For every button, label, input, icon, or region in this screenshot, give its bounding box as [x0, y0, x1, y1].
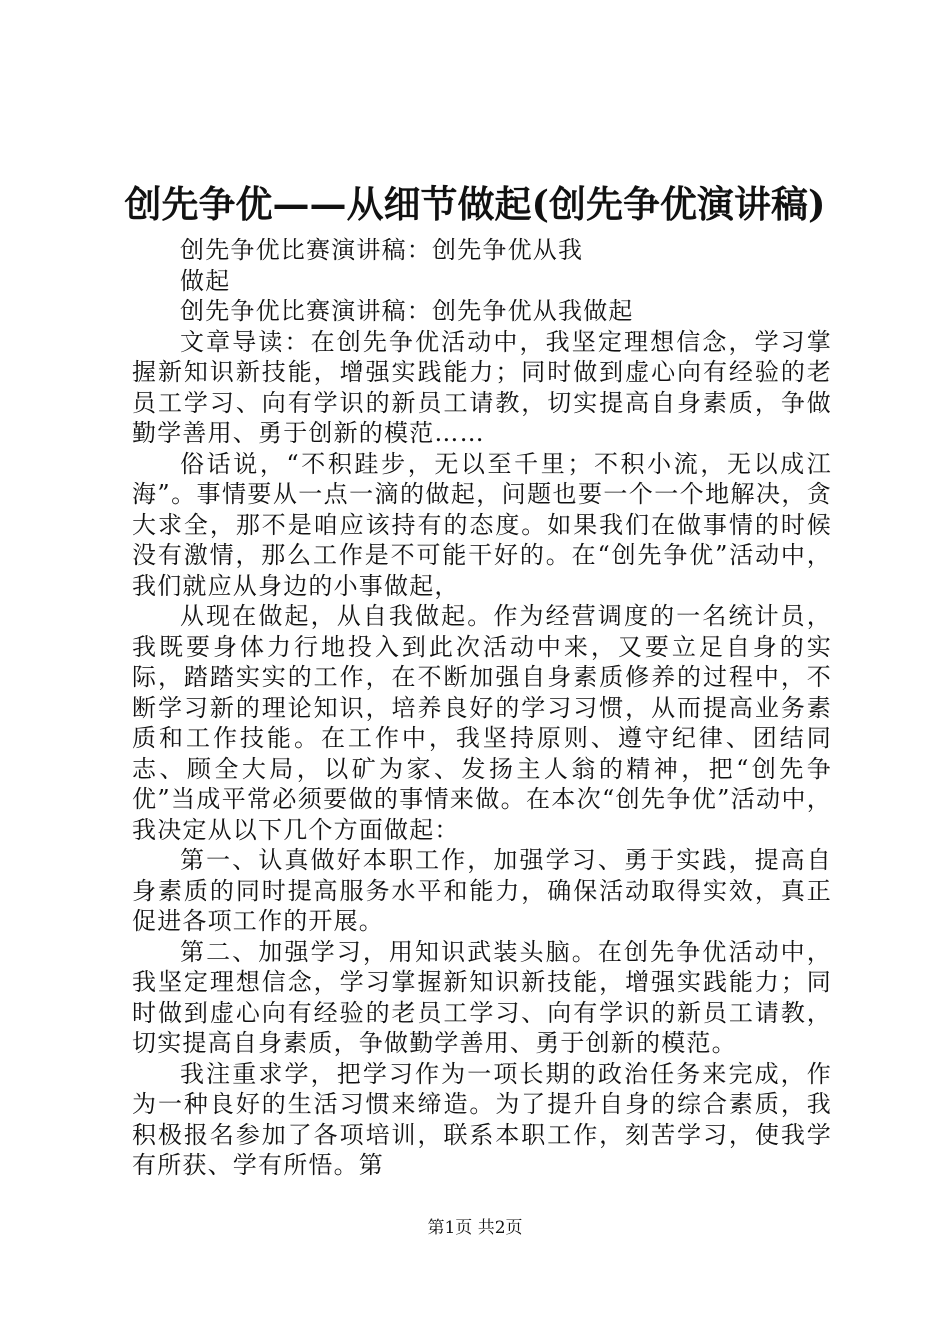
document-title: 创先争优——从细节做起(创先争优演讲稿) [124, 182, 826, 226]
document-body [132, 235, 832, 1181]
subtitle-second: 创先争优比赛演讲稿：创先争优从我做起 [180, 297, 634, 325]
paragraph-proverb: 俗话说，“不积跬步，无以至千里；不积小流，无以成江海”。事情要从一点一滴的做起，问题也要一个一个地解决，贪大求全，那不是咱应该持有的态度。如果我们在做事情的时候没有激情，那么工作是不可能干好的。在“创先争优”活动中，我们就应从身边的小事做起， [132, 449, 832, 600]
subtitle-first: 创先争优比赛演讲稿：创先争优从我做起 [180, 236, 584, 295]
paragraph-second-point: 第二、加强学习，用知识武装头脑。在创先争优活动中，我坚定理想信念，学习掌握新知识新技能，增强实践能力；同时做到虚心向有经验的老员工学习、向有学识的新员工请教，切实提高自身素质，争做勤学善用、勇于创新的模范。 [132, 937, 832, 1057]
paragraph-first-point: 第一、认真做好本职工作，加强学习、勇于实践，提高自身素质的同时提高服务水平和能力，确保活动取得实效，真正促进各项工作的开展。 [132, 846, 832, 935]
paragraph-study: 我注重求学，把学习作为一项长期的政治任务来完成，作为一种良好的生活习惯来缔造。为了提升自身的综合素质，我积极报名参加了各项培训，联系本职工作，刻苦学习，使我学有所获、学有所悟。第 [132, 1059, 832, 1179]
paragraph-intro: 文章导读：在创先争优活动中，我坚定理想信念，学习掌握新知识新技能，增强实践能力；同时做到虚心向有经验的老员工学习、向有学识的新员工请教，切实提高自身素质，争做勤学善用、勇于创新的模范…… [132, 327, 832, 447]
page-footer: 第1页 共2页 [427, 1218, 523, 1238]
paragraph-start-now: 从现在做起，从自我做起。作为经营调度的一名统计员，我既要身体力行地投入到此次活动中来，又要立足自身的实际，踏踏实实的工作，在不断加强自身素质修养的过程中，不断学习新的理论知识，培养良好的学习习惯，从而提高业务素质和工作技能。在工作中，我坚持原则、遵守纪律、团结同志、顾全大局，以矿为家、发扬主人翁的精神，把“创先争优”当成平常必须要做的事情来做。在本次“创先争优”活动中，我决定从以下几个方面做起： [132, 602, 832, 844]
